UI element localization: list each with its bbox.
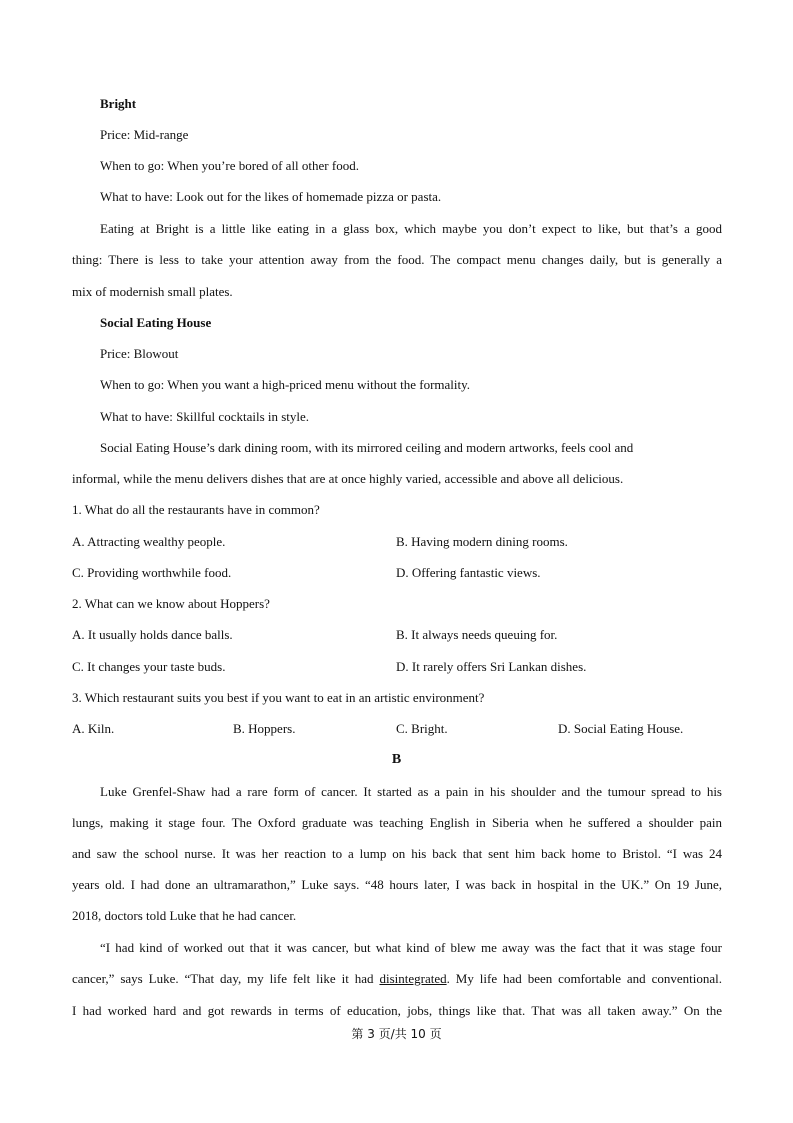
option-b: B. Hoppers.	[233, 721, 296, 736]
restaurant-what: What to have: Look out for the likes of homemade pizza or pasta.	[100, 189, 442, 204]
restaurant-price: Price: Mid-range	[100, 127, 189, 142]
option-c: C. Providing worthwhile food.	[72, 565, 232, 580]
option-d: D. It rarely offers Sri Lankan dishes.	[396, 659, 587, 674]
restaurant-description-line: Social Eating House’s dark dining room, with its mirrored ceiling and modern artworks, feels cool and	[100, 440, 634, 455]
option-b: B. Having modern dining rooms.	[396, 534, 568, 549]
option-a: A. Kiln.	[72, 721, 115, 736]
restaurant-when: When to go: When you want a high-priced menu without the formality.	[100, 377, 471, 392]
restaurant-description-line: informal, while the menu delivers dishes that are at once highly varied, accessible and above all delicious.	[72, 471, 624, 486]
underlined-word: disintegrated	[379, 971, 447, 986]
restaurant-price: Price: Blowout	[100, 346, 179, 361]
restaurant-description-line: mix of modernish small plates.	[72, 284, 233, 299]
passage-line: years old. I had done an ultramarathon,” Luke says. “48 hours later, I was back in hospital in the UK.” On 19 June,	[72, 877, 722, 892]
question-stem-2: 2. What can we know about Hoppers?	[72, 596, 270, 611]
option-c: C. Bright.	[396, 721, 448, 736]
option-d: D. Social Eating House.	[558, 721, 684, 736]
passage-text: . My life had been comfortable and conventional.	[446, 971, 722, 986]
restaurant-description-line: Eating at Bright is a little like eating in a glass box, which maybe you don’t expect to like, but that’s a good	[100, 221, 722, 236]
passage-line: lungs, making it stage four. The Oxford graduate was teaching English in Siberia when he suffered a shoulder pain	[72, 815, 722, 830]
restaurant-name-social-eating-house: Social Eating House	[100, 315, 212, 330]
option-a: A. It usually holds dance balls.	[72, 627, 233, 642]
page-footer: 第 3 页/共 10 页	[351, 1027, 442, 1041]
passage-line	[72, 971, 722, 987]
option-a: A. Attracting wealthy people.	[72, 534, 226, 549]
option-c: C. It changes your taste buds.	[72, 659, 226, 674]
question-stem-3: 3. Which restaurant suits you best if you want to eat in an artistic environment?	[72, 690, 485, 705]
passage-line: “I had kind of worked out that it was cancer, but what kind of blew me away was the fact that it was stage four	[100, 940, 722, 955]
passage-text: cancer,” says Luke. “That day, my life felt like it had	[72, 971, 380, 986]
restaurant-name-bright: Bright	[100, 96, 137, 111]
passage-line: I had worked hard and got rewards in terms of education, jobs, things like that. That was all taken away.” On the	[72, 1003, 722, 1018]
passage-line: and saw the school nurse. It was her reaction to a lump on his back that sent him back home to Bristol. “I was 24	[72, 846, 722, 861]
restaurant-description-line: thing: There is less to take your attention away from the food. The compact menu changes daily, but is generally a	[72, 252, 722, 267]
option-d: D. Offering fantastic views.	[396, 565, 541, 580]
passage-line: Luke Grenfel-Shaw had a rare form of cancer. It started as a pain in his shoulder and the tumour spread to his	[100, 784, 722, 799]
section-heading: B	[391, 752, 402, 767]
passage-line: 2018, doctors told Luke that he had cancer.	[72, 908, 297, 923]
restaurant-when: When to go: When you’re bored of all other food.	[100, 158, 359, 173]
question-stem-1: 1. What do all the restaurants have in common?	[72, 502, 320, 517]
restaurant-what: What to have: Skillful cocktails in style.	[100, 409, 310, 424]
option-b: B. It always needs queuing for.	[396, 627, 558, 642]
